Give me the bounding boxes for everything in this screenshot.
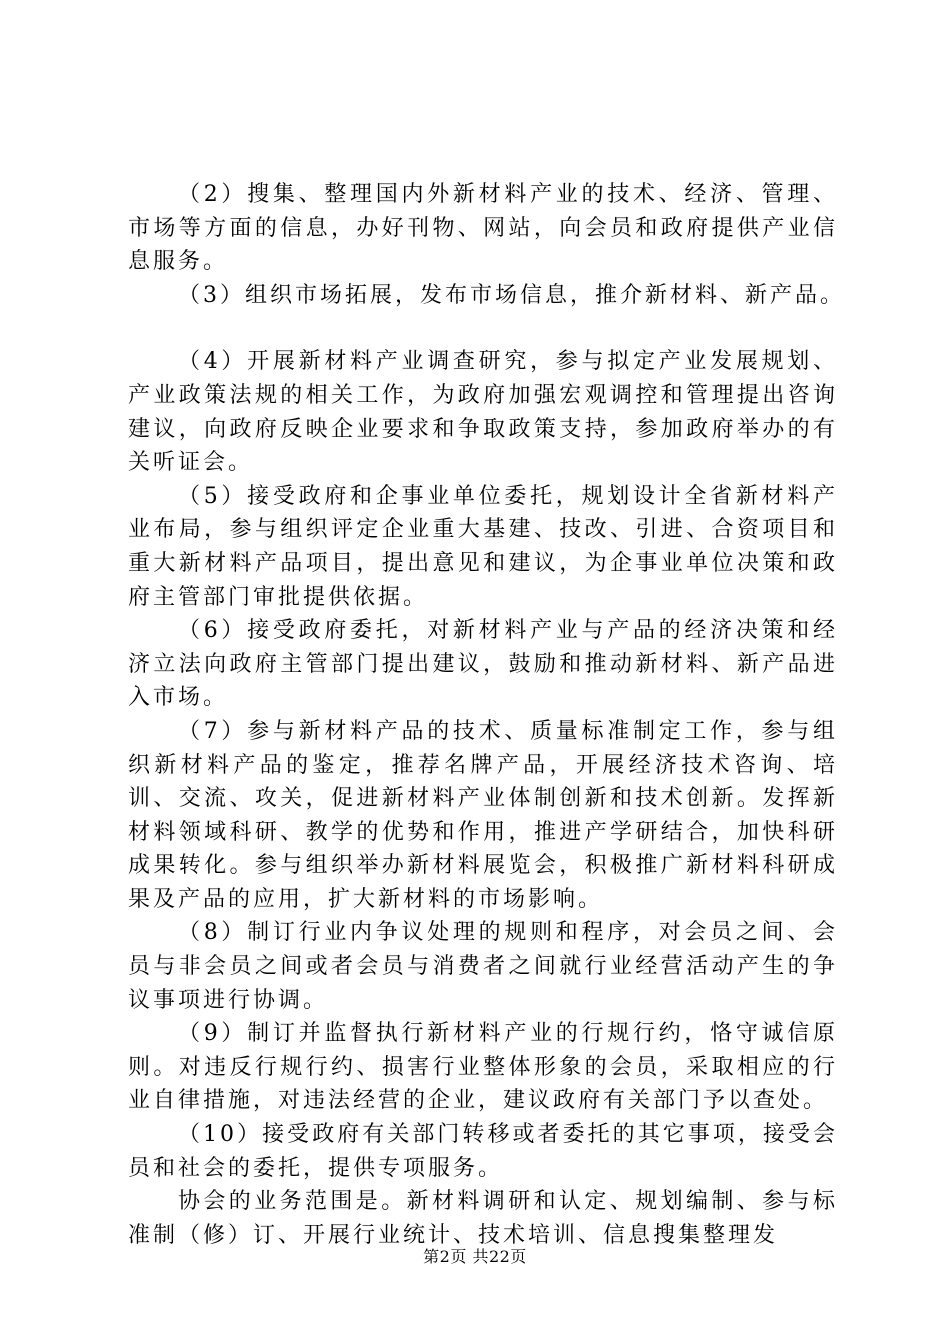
body-text [128, 178, 845, 1252]
paragraph-item-9: （9）制订并监督执行新材料产业的行规行约，恪守诚信原则。对违反行规行约、损害行业整体形象的会员，采取相应的行业自律措施，对违法经营的企业，建议政府有关部门予以查处。 [128, 1021, 838, 1114]
paragraph-business-scope: 协会的业务范围是。新材料调研和认定、规划编制、参与标准制（修）订、开展行业统计、技术培训、信息搜集整理发 [128, 1189, 838, 1248]
paragraph-item-10: （10）接受政府有关部门转移或者委托的其它事项，接受会员和社会的委托，提供专项服务。 [128, 1122, 838, 1181]
paragraph-item-3: （3）组织市场拓展，发布市场信息，推介新材料、新产品。 [178, 282, 845, 308]
paragraph-item-7: （7）参与新材料产品的技术、质量标准制定工作，参与组织新材料产品的鉴定，推荐名牌产品，开展经济技术咨询、培训、交流、攻关，促进新材料产业体制创新和技术创新。发挥新材料领域科研、教学的优势和作用，推进产学研结合，加快科研成果转化。参与组织举办新材料展览会，积极推广新材料科研成果及产品的应用，扩大新材料的市场影响。 [128, 718, 838, 912]
paragraph-item-2: （2）搜集、整理国内外新材料产业的技术、经济、管理、市场等方面的信息，办好刊物、网站，向会员和政府提供产业信息服务。 [128, 182, 838, 275]
paragraph-item-6: （6）接受政府委托，对新材料产业与产品的经济决策和经济立法向政府主管部门提出建议，鼓励和推动新材料、新产品进入市场。 [128, 618, 838, 711]
paragraph-item-4: （4）开展新材料产业调查研究，参与拟定产业发展规划、产业政策法规的相关工作，为政府加强宏观调控和管理提出咨询建议，向政府反映企业要求和争取政策支持，参加政府举办的有关听证会。 [128, 349, 838, 476]
paragraph-item-5: （5）接受政府和企事业单位委托，规划设计全省新材料产业布局，参与组织评定企业重大基建、技改、引进、合资项目和重大新材料产品项目，提出意见和建议，为企事业单位决策和政府主管部门审批提供依据。 [128, 483, 838, 610]
paragraph-item-8: （8）制订行业内争议处理的规则和程序，对会员之间、会员与非会员之间或者会员与消费者之间就行业经营活动产生的争议事项进行协调。 [128, 920, 838, 1013]
page-footer: 第2页 共22页 [423, 1247, 527, 1266]
